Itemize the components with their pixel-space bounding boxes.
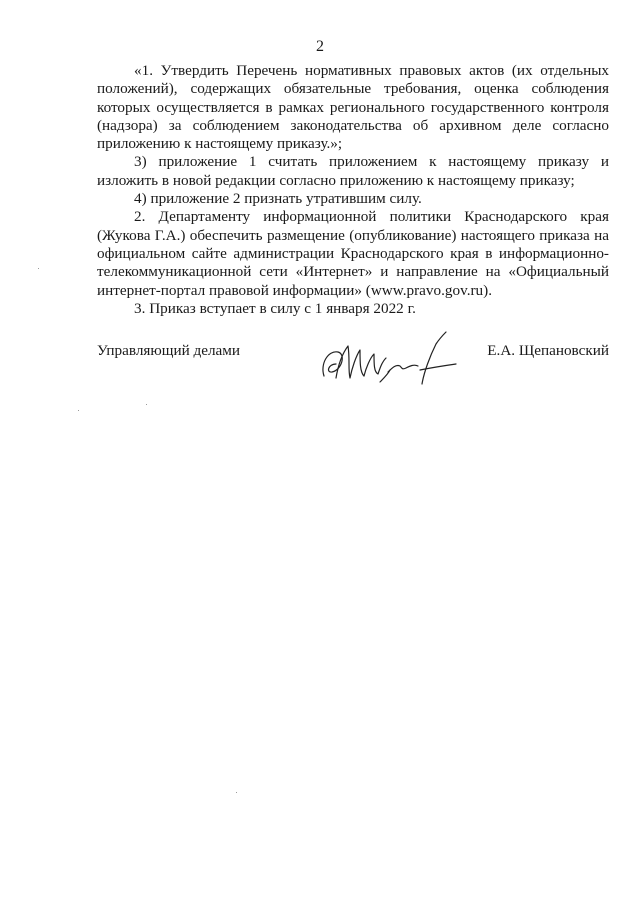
paragraph-appendix-1: 3) приложение 1 считать приложением к настоящему приказу и изложить в новой редакции согласно приложению к настоящему приказу;: [97, 153, 609, 189]
scan-speck: [78, 410, 79, 411]
signatory-name: Е.А. Щепановский: [487, 342, 609, 359]
scan-speck: [236, 792, 237, 793]
paragraph-item-1-amendment: «1. Утвердить Перечень нормативных правовых актов (их отдельных положений), содержащих обязательные требования, оценка соблюдения которых осуществляется в рамках регионального государственного контроля (надзора) за соблюдением законодательства об архивном деле согласно приложению к настоящему приказу.»;: [97, 62, 609, 153]
page-number: 2: [316, 38, 324, 55]
paragraph-publication: 2. Департаменту информационной политики Краснодарского края (Жукова Г.А.) обеспечить размещение (опубликование) настоящего приказа на официальном сайте администрации Краснодарского края в информационно-телекоммуникационной сети «Интернет» и направление на «Официальный интернет-портал правовой информации» (www.pravo.gov.ru).: [97, 208, 609, 299]
document-body: [97, 62, 609, 318]
signatory-title: Управляющий делами: [97, 342, 241, 359]
handwritten-signature: [318, 328, 468, 392]
paragraph-effective-date: 3. Приказ вступает в силу с 1 января 2022 г.: [134, 299, 416, 317]
scan-speck: [146, 404, 147, 405]
scan-speck: [38, 268, 39, 269]
paragraph-appendix-2: 4) приложение 2 признать утратившим силу.: [134, 190, 422, 208]
